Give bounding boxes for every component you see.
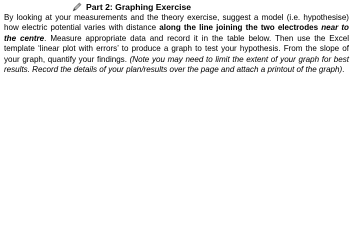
section-heading [72, 1, 191, 13]
text-run: By looking at your measurements and the theory exercise, suggest a model (i.e. hypothesise) how electric potential varies with distance [4, 13, 349, 33]
bold-italic-text-run: near to the centre [4, 23, 349, 43]
bold-text-run: along the line joining the two electrodes [159, 23, 319, 33]
pencil-icon [72, 2, 82, 12]
text-run: . [342, 65, 345, 75]
italic-text-run: (Note you may need to limit the extent of your graph for best results. Record the details of your plan/results over the page and attach a printout of the graph) [4, 54, 349, 75]
instructions-paragraph [4, 13, 349, 76]
text-run: . Measure appropriate data and record it in the table below. Then use the Excel template ‘linear plot with errors’ to produce a graph to test your hypothesis. From the slope of your graph, quantify your findings. [4, 33, 349, 64]
section-title: Part 2: Graphing Exercise [86, 2, 192, 12]
